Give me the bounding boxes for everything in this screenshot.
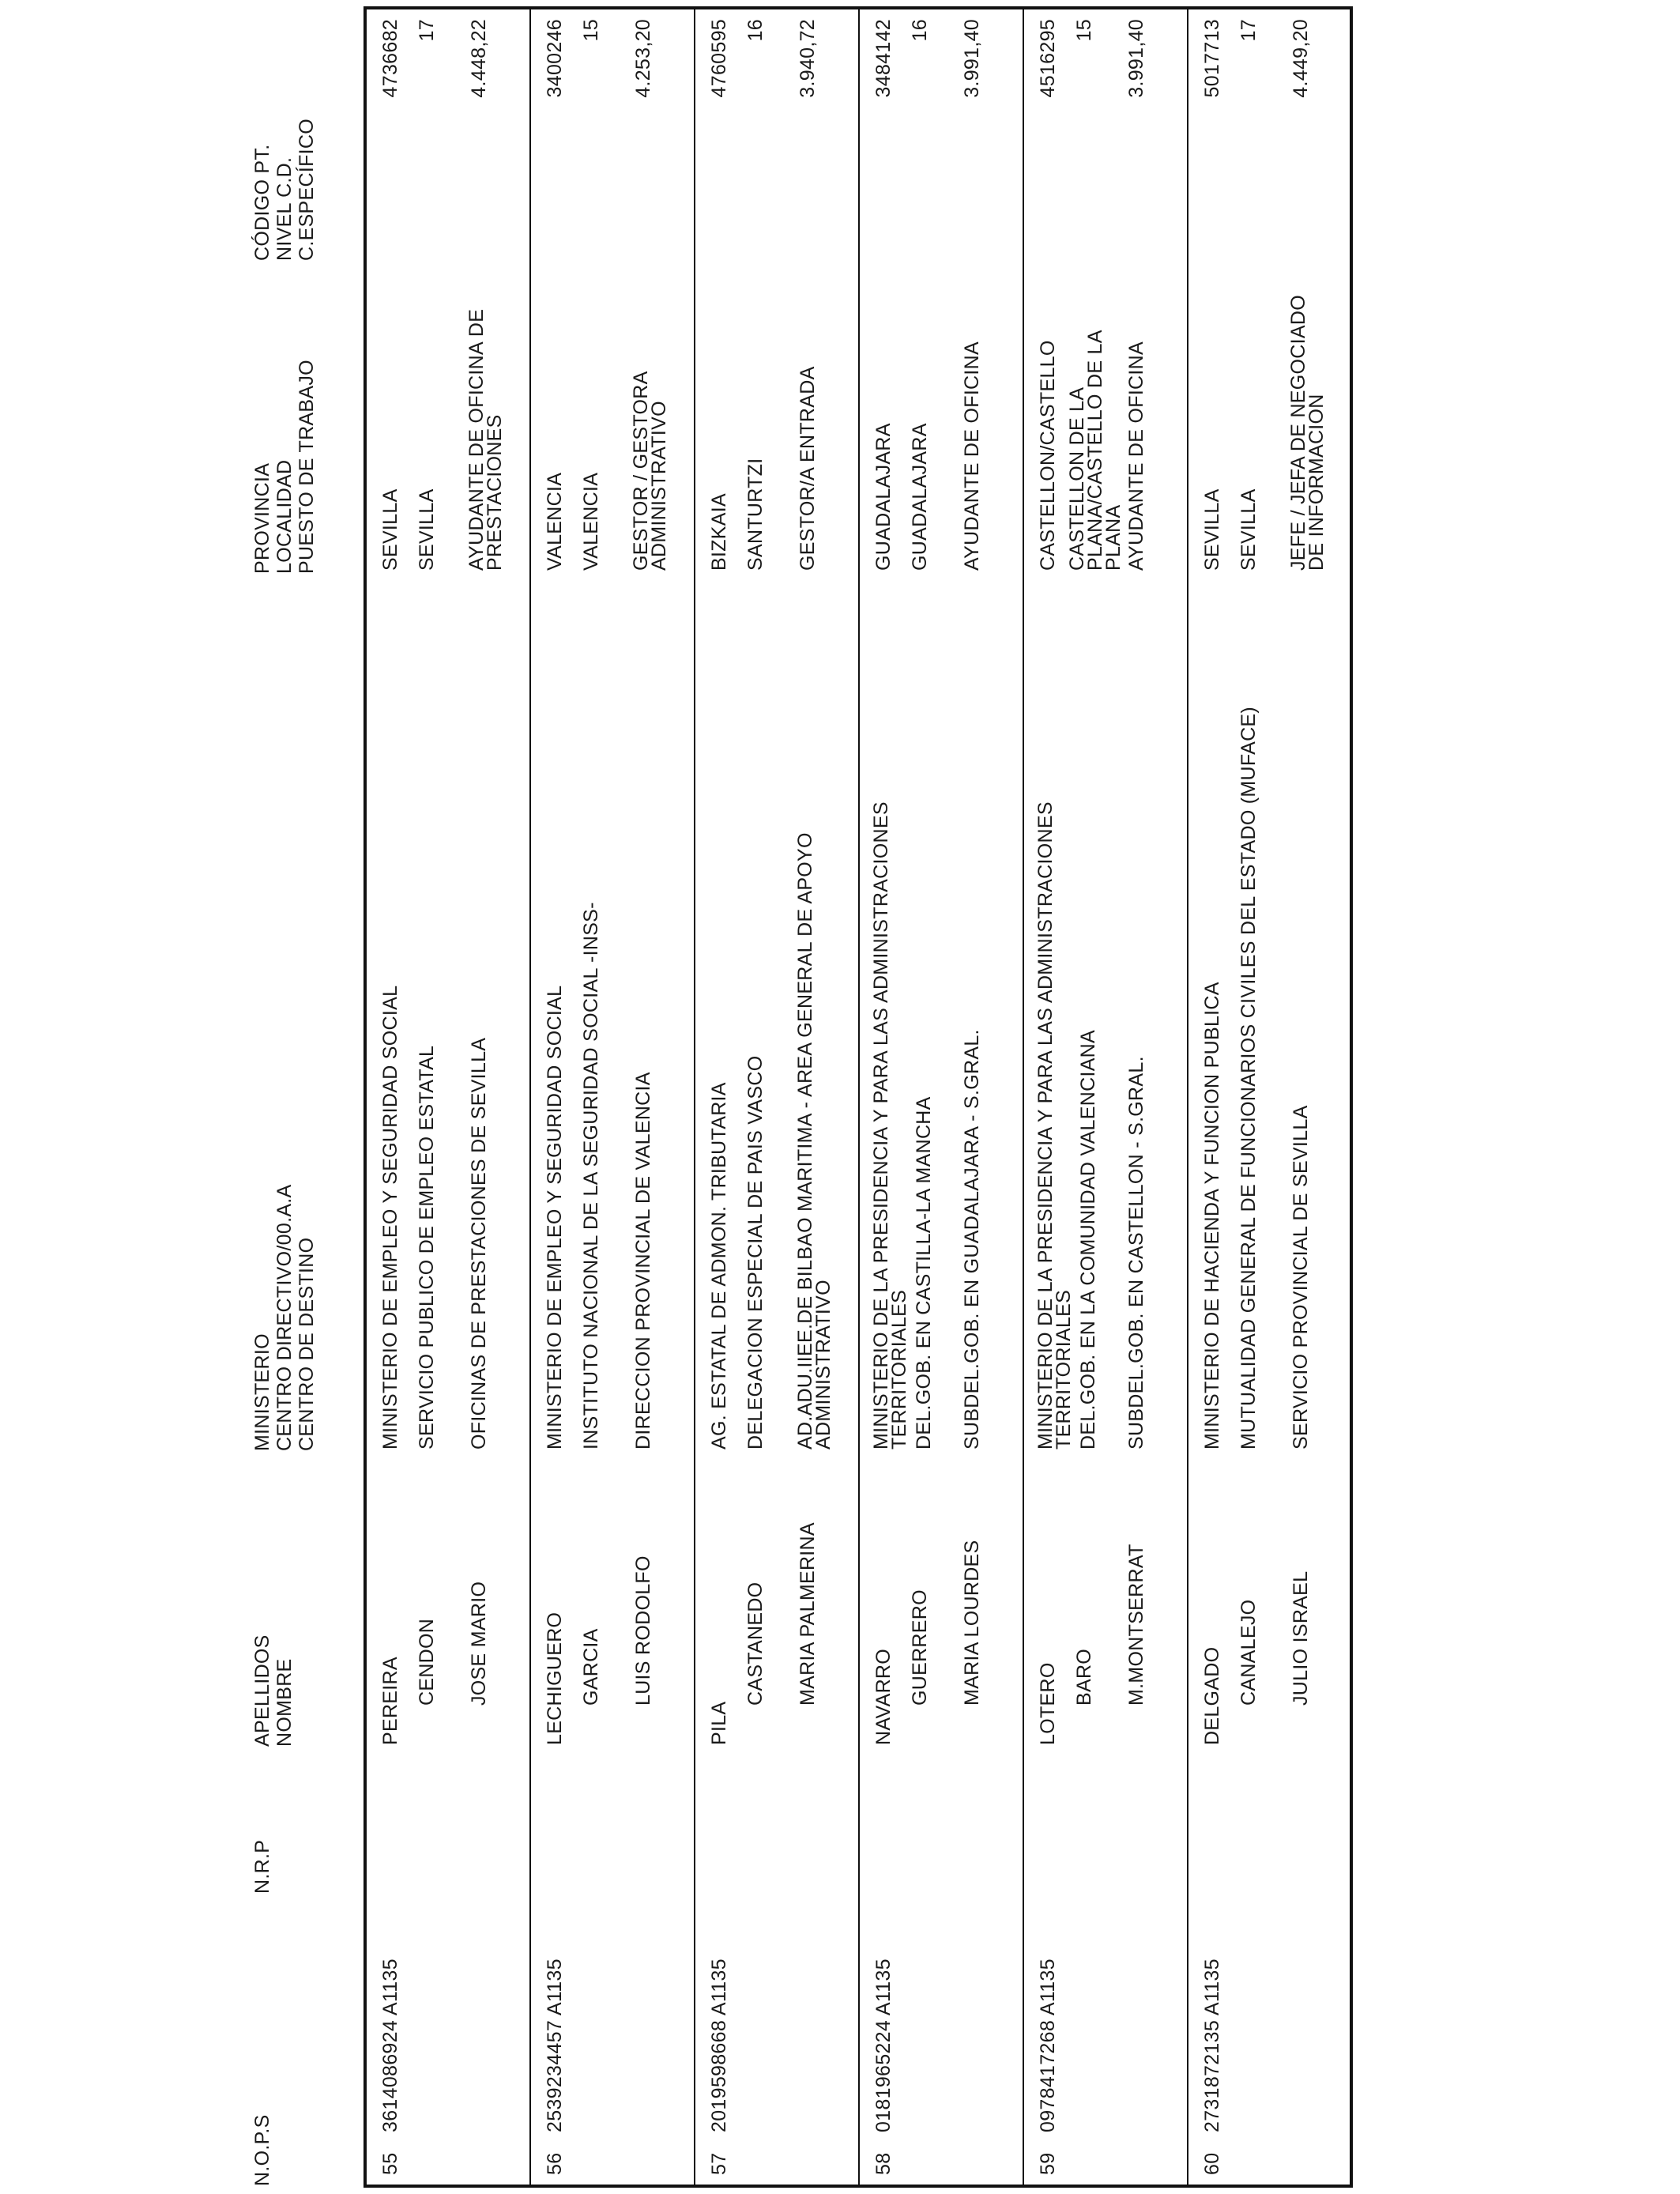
table-row [860, 9, 1024, 2185]
record-level: 17 [416, 19, 438, 42]
record-specific: 4.253,20 [632, 19, 654, 98]
record-code: 4760595 [708, 19, 730, 98]
table-row [695, 9, 860, 2185]
record-name: MARIA LOURDES [961, 1540, 983, 1706]
record-surname1: LECHIGUERO [544, 1612, 566, 1745]
header-codes-line: CÓDIGO PT. [251, 144, 273, 261]
header-places-line: PUESTO DE TRABAJO [296, 360, 318, 574]
record-specific: 3.991,40 [1125, 19, 1147, 98]
record-destination: DIRECCION PROVINCIAL DE VALENCIA [632, 1072, 654, 1449]
record-level: 16 [909, 19, 931, 42]
record-ministry: MINISTERIO DE EMPLEO Y SEGURIDAD SOCIAL [379, 985, 401, 1449]
record-post: AYUDANTE DE OFICINA [1125, 341, 1147, 571]
record-surname2: CASTANEDO [744, 1581, 767, 1706]
record-surname2: CANALEJO [1237, 1599, 1260, 1706]
record-ministry: MINISTERIO DE LA PRESIDENCIA Y PARA LAS ADMINISTRACIONES TERRITORIALES [1034, 801, 1075, 1449]
table-row [1024, 9, 1188, 2185]
record-number: 60 [1201, 2152, 1223, 2175]
record-surname1: DELGADO [1201, 1646, 1223, 1745]
header-nrp-label: N.R.P [251, 1839, 273, 1894]
record-ministry: MINISTERIO DE EMPLEO Y SEGURIDAD SOCIAL [544, 985, 566, 1449]
header-names-line: NOMBRE [273, 1658, 296, 1747]
record-surname2: CENDON [416, 1618, 438, 1706]
record-number: 56 [544, 2152, 566, 2175]
record-post: GESTOR/A ENTRADA [797, 366, 819, 571]
table-row [367, 9, 531, 2185]
record-specific: 3.940,72 [797, 19, 819, 98]
record-post: AYUDANTE DE OFICINA DE PRESTACIONES [465, 308, 506, 571]
record-surname1: LOTERO [1037, 1662, 1059, 1745]
record-province: BIZKAIA [708, 493, 730, 571]
record-code: 4516295 [1037, 19, 1059, 98]
record-nrp: 2019598668 A1135 [708, 1958, 730, 2132]
header-centers-line: CENTRO DE DESTINO [296, 1237, 318, 1451]
record-code: 4736682 [379, 19, 401, 98]
record-ministry: MINISTERIO DE HACIENDA Y FUNCION PUBLICA [1201, 982, 1223, 1449]
record-destination: SUBDEL.GOB. EN GUADALAJARA - S.GRAL. [961, 1029, 983, 1449]
record-center: INSTITUTO NACIONAL DE LA SEGURIDAD SOCIAL -INSS- [580, 902, 602, 1449]
record-center: DELEGACION ESPECIAL DE PAIS VASCO [744, 1055, 767, 1449]
record-surname2: BARO [1073, 1648, 1095, 1706]
record-locality: SEVILLA [416, 488, 438, 571]
record-specific: 4.449,20 [1290, 19, 1312, 98]
record-number: 57 [708, 2152, 730, 2175]
record-center: MUTUALIDAD GENERAL DE FUNCIONARIOS CIVILES DEL ESTADO (MUFACE) [1237, 706, 1260, 1449]
record-locality: VALENCIA [580, 472, 602, 571]
header-nops-label: N.O.P.S [251, 2114, 273, 2186]
record-name: LUIS RODOLFO [632, 1555, 654, 1706]
record-surname2: GARCIA [580, 1628, 602, 1706]
table-row [531, 9, 695, 2185]
record-post: JEFE / JEFA DE NEGOCIADO DE INFORMACION [1287, 295, 1328, 571]
record-locality: SANTURTZI [744, 458, 767, 571]
record-locality: SEVILLA [1237, 488, 1260, 571]
record-province: GUADALAJARA [872, 423, 895, 571]
record-level: 15 [580, 19, 602, 42]
record-number: 59 [1037, 2152, 1059, 2175]
record-surname2: GUERRERO [909, 1589, 931, 1706]
record-destination: OFICINAS DE PRESTACIONES DE SEVILLA [468, 1037, 490, 1449]
record-nrp: 2731872135 A1135 [1201, 1958, 1223, 2132]
record-post: GESTOR / GESTORA ADMINISTRATIVO [630, 371, 670, 571]
record-specific: 3.991,40 [961, 19, 983, 98]
record-center: DEL.GOB. EN LA COMUNIDAD VALENCIANA [1077, 1030, 1099, 1449]
record-nrp: 0181965224 A1135 [872, 1958, 895, 2132]
records-table [363, 6, 1353, 2188]
record-center: DEL.GOB. EN CASTILLA-LA MANCHA [913, 1096, 935, 1449]
record-name: JULIO ISRAEL [1290, 1570, 1312, 1706]
record-province: CASTELLON/CASTELLO [1037, 340, 1059, 571]
record-surname1: PILA [708, 1701, 730, 1745]
table-row [1188, 9, 1353, 2185]
record-nrp: 0978417268 A1135 [1037, 1958, 1059, 2132]
record-level: 17 [1237, 19, 1260, 42]
record-name: MARIA PALMERINA [797, 1522, 819, 1706]
record-code: 5017713 [1201, 19, 1223, 98]
record-locality: GUADALAJARA [909, 423, 931, 571]
record-province: SEVILLA [1201, 488, 1223, 571]
header-codes-line: C.ESPECÍFICO [296, 118, 318, 261]
header-centers-line: CENTRO DIRECTIVO/00.A.A [273, 1184, 296, 1451]
record-specific: 4.448,22 [468, 19, 490, 98]
record-surname1: PEREIRA [379, 1657, 401, 1745]
record-ministry: MINISTERIO DE LA PRESIDENCIA Y PARA LAS ADMINISTRACIONES TERRITORIALES [870, 801, 910, 1449]
record-name: JOSE MARIO [468, 1581, 490, 1706]
header-centers-line: MINISTERIO [251, 1333, 273, 1451]
record-surname1: NAVARRO [872, 1648, 895, 1745]
record-name: M.MONTSERRAT [1125, 1544, 1147, 1706]
record-locality: CASTELLON DE LA PLANA/CASTELLO DE LA PLANA [1066, 330, 1124, 571]
record-destination: AD.ADU.IIEE.DE BILBAO MARITIMA - AREA GENERAL DE APOYO ADMINISTRATIVO [794, 832, 834, 1449]
record-center: SERVICIO PUBLICO DE EMPLEO ESTATAL [416, 1045, 438, 1449]
record-code: 3400246 [544, 19, 566, 98]
header-names-line: APELLIDOS [251, 1634, 273, 1747]
record-number: 58 [872, 2152, 895, 2175]
record-destination: SUBDEL.GOB. EN CASTELLON - S.GRAL. [1125, 1056, 1147, 1449]
header-places-line: PROVINCIA [251, 462, 273, 574]
record-nrp: 2539234457 A1135 [544, 1958, 566, 2132]
record-province: SEVILLA [379, 488, 401, 571]
record-code: 3484142 [872, 19, 895, 98]
record-destination: SERVICIO PROVINCIAL DE SEVILLA [1290, 1105, 1312, 1449]
record-nrp: 3614086924 A1135 [379, 1958, 401, 2132]
record-ministry: AG. ESTATAL DE ADMON. TRIBUTARIA [708, 1082, 730, 1449]
record-level: 16 [744, 19, 767, 42]
header-places-line: LOCALIDAD [273, 459, 296, 574]
record-post: AYUDANTE DE OFICINA [961, 341, 983, 571]
header-codes-line: NIVEL C.D. [273, 156, 296, 261]
record-number: 55 [379, 2152, 401, 2175]
record-level: 15 [1073, 19, 1095, 42]
record-province: VALENCIA [544, 472, 566, 571]
